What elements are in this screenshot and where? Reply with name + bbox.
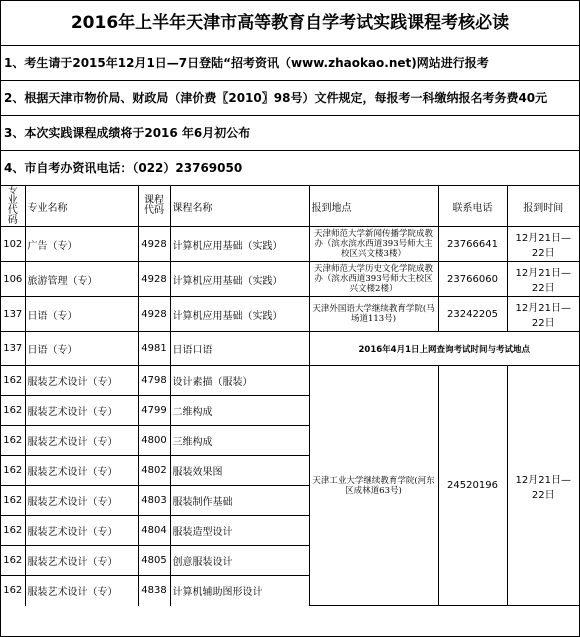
cell-major-name: 服装艺术设计（专）	[25, 516, 138, 546]
header-time: 报到时间	[507, 186, 579, 227]
cell-major-code: 162	[1, 396, 25, 426]
cell-course-name: 计算机辅助图形设计	[170, 576, 309, 606]
table-row	[1, 297, 579, 332]
table-row	[1, 366, 579, 396]
cell-course-code: 4928	[138, 262, 170, 297]
cell-major-name: 日语（专）	[25, 332, 138, 366]
cell-major-code: 162	[1, 426, 25, 456]
cell-major-name: 广告（专）	[25, 227, 138, 262]
cell-phone: 23242205	[438, 297, 507, 332]
cell-major-name: 服装艺术设计（专）	[25, 426, 138, 456]
cell-major-name: 服装艺术设计（专）	[25, 576, 138, 606]
header-course-code: 课程代码	[138, 186, 170, 227]
header-major-name: 专业名称	[25, 186, 138, 227]
cell-course-code: 4928	[138, 227, 170, 262]
cell-major-code: 162	[1, 516, 25, 546]
cell-course-code: 4799	[138, 396, 170, 426]
notice-2: 2、根据天津市物价局、财政局（津价费〖2010〗98号）文件规定，每报考一科缴纳报名考务费40元	[1, 81, 579, 116]
cell-major-name: 服装艺术设计（专）	[25, 456, 138, 486]
cell-course-name: 服装制作基础	[170, 486, 309, 516]
cell-major-name: 旅游管理（专）	[25, 262, 138, 297]
cell-course-code: 4802	[138, 456, 170, 486]
cell-course-code: 4981	[138, 332, 170, 366]
cell-major-code: 162	[1, 576, 25, 606]
cell-major-code: 137	[1, 332, 25, 366]
table-row	[1, 227, 579, 262]
cell-major-name: 服装艺术设计（专）	[25, 396, 138, 426]
cell-course-code: 4838	[138, 576, 170, 606]
cell-course-code: 4800	[138, 426, 170, 456]
cell-major-name: 服装艺术设计（专）	[25, 486, 138, 516]
cell-course-code: 4804	[138, 516, 170, 546]
table-row	[1, 332, 579, 366]
cell-course-name: 计算机应用基础（实践）	[170, 297, 309, 332]
cell-major-name: 日语（专）	[25, 297, 138, 332]
cell-location: 天津师范大学新闻传播学院成教办（滨水滨水西道393号师大主校区兴文楼3楼）	[309, 227, 438, 262]
cell-course-name: 设计素描（服装）	[170, 366, 309, 396]
cell-major-code: 137	[1, 297, 25, 332]
cell-course-name: 服装效果图	[170, 456, 309, 486]
cell-time: 12月21日—22日	[507, 262, 579, 297]
cell-course-name: 三维构成	[170, 426, 309, 456]
table-row	[1, 262, 579, 297]
table-header-row	[1, 186, 579, 227]
cell-phone-merged: 24520196	[438, 366, 507, 606]
cell-location: 天津师范大学历史文化学院成教办（滨水西道393号师大主校区兴文楼2楼）	[309, 262, 438, 297]
cell-major-code: 162	[1, 366, 25, 396]
cell-major-name: 服装艺术设计（专）	[25, 546, 138, 576]
cell-phone: 23766060	[438, 262, 507, 297]
cell-course-code: 4798	[138, 366, 170, 396]
page-title: 2016年上半年天津市高等教育自学考试实践课程考核必读	[1, 1, 579, 46]
cell-major-code: 162	[1, 486, 25, 516]
cell-major-code: 162	[1, 546, 25, 576]
header-course-name: 课程名称	[170, 186, 309, 227]
cell-time-merged: 12月21日—22日	[507, 366, 579, 606]
cell-time: 12月21日—22日	[507, 297, 579, 332]
cell-phone: 23766641	[438, 227, 507, 262]
course-table	[1, 186, 579, 606]
cell-course-name: 计算机应用基础（实践）	[170, 227, 309, 262]
cell-course-code: 4805	[138, 546, 170, 576]
cell-course-name: 服装造型设计	[170, 516, 309, 546]
cell-major-name: 服装艺术设计（专）	[25, 366, 138, 396]
query-notice: 2016年4月1日上网查询考试时间与考试地点	[309, 332, 579, 366]
header-location: 报到地点	[309, 186, 438, 227]
cell-course-code: 4928	[138, 297, 170, 332]
notice-1: 1、考生请于2015年12月1日—7日登陆“招考资讯（www.zhaokao.net)网站进行报考	[1, 46, 579, 81]
cell-course-name: 二维构成	[170, 396, 309, 426]
notice-3: 3、本次实践课程成绩将于2016 年6月初公布	[1, 116, 579, 151]
cell-course-code: 4803	[138, 486, 170, 516]
cell-course-name: 日语口语	[170, 332, 309, 366]
header-major-code: 专业代码	[1, 186, 25, 227]
notice-4: 4、市自考办资讯电话：（022）23769050	[1, 151, 579, 186]
cell-location-merged: 天津工业大学继续教育学院(河东区成林道63号)	[309, 366, 438, 606]
cell-location: 天津外国语大学继续教育学院(马场道113号)	[309, 297, 438, 332]
cell-major-code: 162	[1, 456, 25, 486]
header-phone: 联系电话	[438, 186, 507, 227]
cell-major-code: 106	[1, 262, 25, 297]
cell-major-code: 102	[1, 227, 25, 262]
cell-course-name: 创意服装设计	[170, 546, 309, 576]
cell-time: 12月21日—22日	[507, 227, 579, 262]
cell-course-name: 计算机应用基础（实践）	[170, 262, 309, 297]
